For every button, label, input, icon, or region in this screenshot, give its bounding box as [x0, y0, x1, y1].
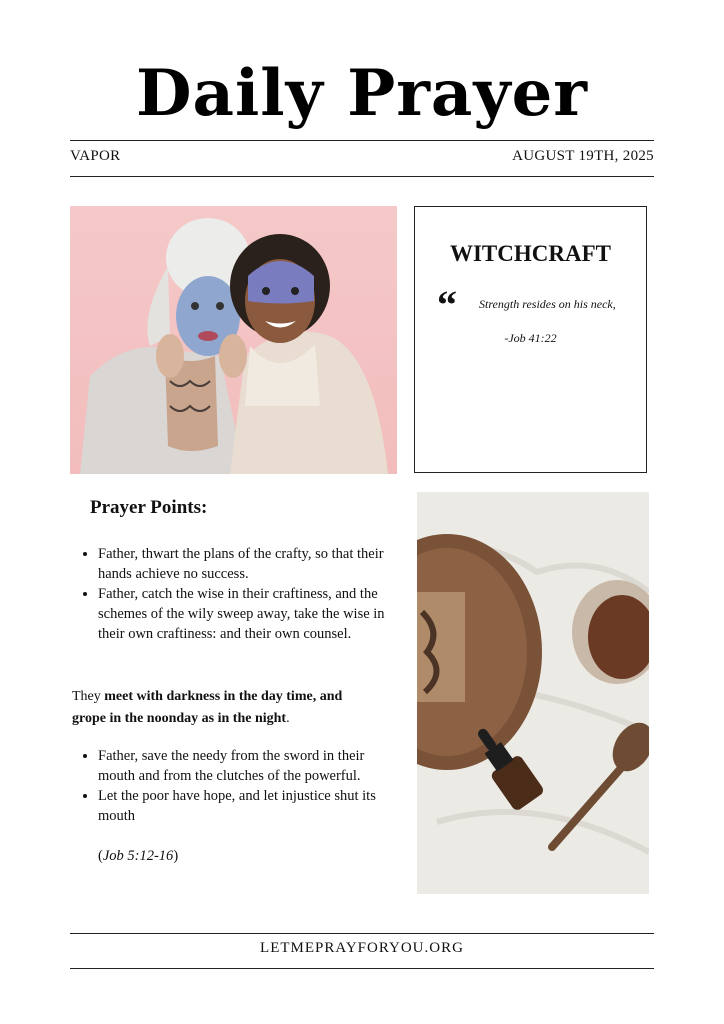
- photo-wooden-tray-cocoa-oil: [417, 492, 649, 894]
- masthead-title: Daily Prayer: [136, 56, 588, 131]
- list-item: • Father, save the needy from the sword in their mouth and from the clutches of the powerful.: [98, 746, 388, 786]
- list-item: • Father, thwart the plans of the crafty, so that their hands achieve no success.: [98, 544, 388, 584]
- verse-paragraph: [72, 686, 372, 730]
- quote-mark-icon: “: [437, 282, 457, 327]
- verse-bold: meet with darkness in the day time, and grope in the noonday as in the night: [72, 689, 343, 726]
- footer-top-rule: [70, 933, 654, 934]
- footer-bottom-rule: [70, 968, 654, 969]
- prayer-points-title: Prayer Points:: [90, 497, 208, 518]
- list-item: • Father, catch the wise in their craftiness, and the schemes of the wily sweep away, take the wise in their own craftiness: and their own counsel.: [98, 584, 388, 644]
- header-top-rule: [70, 140, 654, 141]
- prayer-list-1: [78, 544, 388, 644]
- prayer-list-2: [78, 746, 388, 826]
- scripture-citation: [98, 848, 178, 865]
- header-bottom-rule: [70, 176, 654, 177]
- citation-close: ): [173, 848, 179, 864]
- header-date: AUGUST 19TH, 2025: [512, 148, 654, 164]
- header-section-label: VAPOR: [70, 148, 121, 164]
- quote-reference: -Job 41:22: [504, 331, 557, 345]
- footer-site: LETMEPRAYFORYOU.ORG: [260, 940, 464, 956]
- verse-prefix: They: [72, 689, 105, 704]
- quote-title: WITCHCRAFT: [449, 241, 611, 266]
- list-item: • Let the poor have hope, and let injustice shut its mouth: [98, 786, 388, 826]
- citation-open: (: [98, 848, 103, 864]
- quote-text: Strength resides on his neck,: [479, 297, 616, 311]
- photo-women-face-masks: [70, 206, 397, 474]
- verse-suffix: .: [286, 711, 290, 726]
- citation-ref: Job 5:12-16: [102, 848, 174, 864]
- quote-box: [414, 206, 647, 473]
